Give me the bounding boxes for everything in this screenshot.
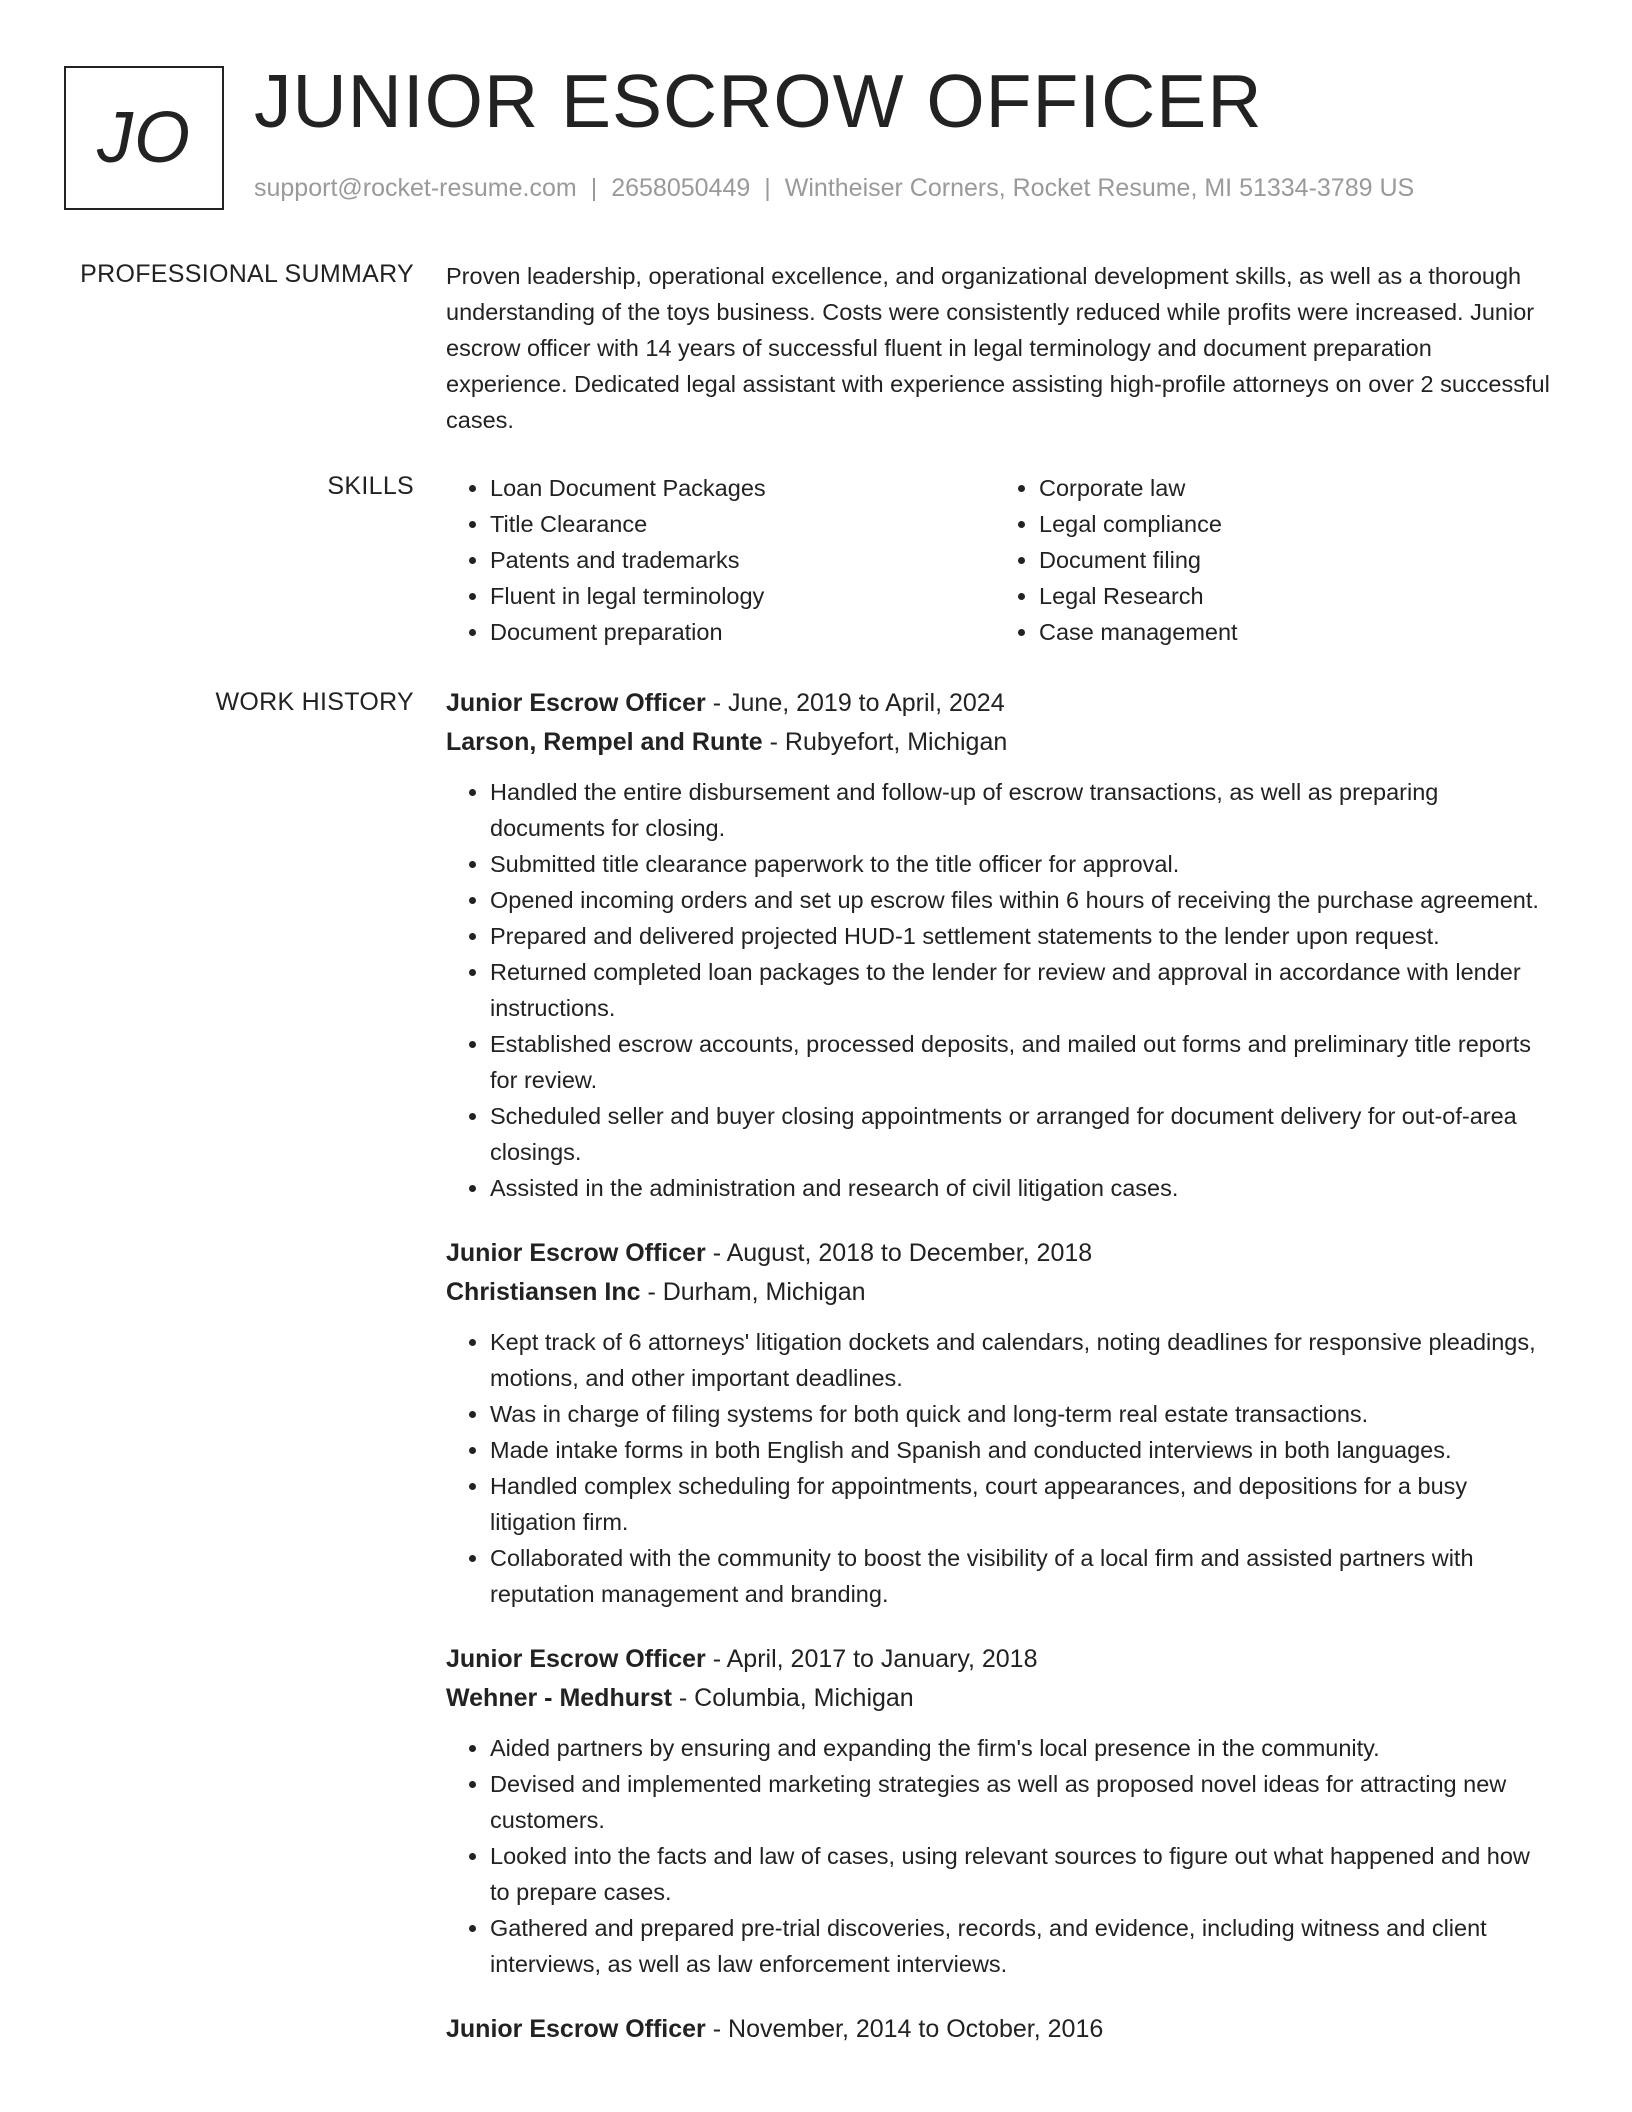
job-company-line (446, 1679, 1556, 1718)
skills-list-left (446, 470, 995, 650)
job-entry (446, 2010, 1556, 2049)
job-company: Christiansen Inc (446, 1278, 641, 1306)
work-history-body (446, 684, 1556, 2077)
job-company-line (446, 723, 1556, 762)
skills-body (446, 470, 1556, 650)
job-title-line (446, 684, 1556, 723)
skills-list-right (995, 470, 1544, 650)
summary-text: Proven leadership, operational excellence, and organizational development skills, as well as a thorough understanding of the toys business. Costs were consistently reduced while profits were increased. Junior escrow officer with 14 years of successful fluent in legal terminology and document preparation experience. Dedicated legal assistant with experience assisting high-profile attorneys on over 2 successful cases. (446, 263, 1550, 433)
skills-columns (446, 470, 1556, 650)
job-entry (446, 1640, 1556, 1982)
job-dates: - June, 2019 to April, 2024 (705, 689, 1005, 717)
job-location: - Rubyefort, Michigan (762, 728, 1008, 756)
job-bullet: • Aided partners by ensuring and expanding the firm's local presence in the community. (490, 1730, 1556, 1766)
job-company-line (446, 1273, 1556, 1312)
skill-item: • Legal compliance (1039, 506, 1544, 542)
job-bullet: • Opened incoming orders and set up escrow files within 6 hours of receiving the purchase agreement. (490, 882, 1556, 918)
job-bullet: • Established escrow accounts, processed deposits, and mailed out forms and preliminary title reports for review. (490, 1026, 1556, 1098)
job-bullet: • Was in charge of filing systems for both quick and long-term real estate transactions. (490, 1396, 1556, 1432)
skill-item: • Corporate law (1039, 470, 1544, 506)
job-bullet: • Handled complex scheduling for appointments, court appearances, and depositions for a busy litigation firm. (490, 1468, 1556, 1540)
contact-separator: | (590, 174, 598, 202)
job-bullet: • Made intake forms in both English and Spanish and conducted interviews in both languages. (490, 1432, 1556, 1468)
job-bullet: • Collaborated with the community to boost the visibility of a local firm and assisted partners with reputation management and branding. (490, 1540, 1556, 1612)
job-dates: - August, 2018 to December, 2018 (705, 1239, 1093, 1267)
contact-line (254, 174, 1414, 203)
job-bullet-list (446, 1324, 1556, 1612)
job-title: Junior Escrow Officer (446, 1239, 706, 1267)
job-bullet: • Devised and implemented marketing strategies as well as proposed novel ideas for attracting new customers. (490, 1766, 1556, 1838)
job-bullet: • Returned completed loan packages to the lender for review and approval in accordance with lender instructions. (490, 954, 1556, 1026)
job-bullet-list (446, 774, 1556, 1206)
skill-item: • Case management (1039, 614, 1544, 650)
contact-phone: 2658050449 (611, 174, 751, 202)
job-location: - Durham, Michigan (640, 1278, 866, 1306)
job-title-line (446, 1640, 1556, 1679)
job-dates: - April, 2017 to January, 2018 (705, 1645, 1038, 1673)
skill-item: • Patents and trademarks (490, 542, 995, 578)
skill-item: • Loan Document Packages (490, 470, 995, 506)
job-dates: - November, 2014 to October, 2016 (705, 2015, 1104, 2043)
work-history-label: WORK HISTORY (215, 688, 414, 716)
skill-item: • Document filing (1039, 542, 1544, 578)
job-bullet-list (446, 1730, 1556, 1982)
job-bullet: • Kept track of 6 attorneys' litigation dockets and calendars, noting deadlines for responsive pleadings, motions, and other important deadlines. (490, 1324, 1556, 1396)
contact-separator: | (764, 174, 771, 202)
job-company: Larson, Rempel and Runte (446, 728, 763, 756)
job-bullet: • Looked into the facts and law of cases, using relevant sources to figure out what happened and how to prepare cases. (490, 1838, 1556, 1910)
job-bullet: • Assisted in the administration and research of civil litigation cases. (490, 1170, 1556, 1206)
skill-item: • Document preparation (490, 614, 995, 650)
job-title: Junior Escrow Officer (446, 2015, 706, 2043)
job-entry (446, 684, 1556, 1206)
job-title-line (446, 2010, 1556, 2049)
summary-label: PROFESSIONAL SUMMARY (80, 260, 414, 288)
resume-title: JUNIOR ESCROW OFFICER (254, 59, 1263, 143)
initials-monogram: JO (64, 66, 224, 210)
job-bullet: • Submitted title clearance paperwork to the title officer for approval. (490, 846, 1556, 882)
job-title: Junior Escrow Officer (446, 1645, 706, 1673)
job-entry (446, 1234, 1556, 1612)
contact-address: Wintheiser Corners, Rocket Resume, MI 51334-3789 US (784, 174, 1415, 202)
job-bullet: • Scheduled seller and buyer closing appointments or arranged for document delivery for out-of-area closings. (490, 1098, 1556, 1170)
contact-email: support@rocket-resume.com (254, 174, 577, 202)
job-title: Junior Escrow Officer (446, 689, 706, 717)
skills-label: SKILLS (327, 472, 414, 500)
job-company: Wehner - Medhurst (446, 1684, 672, 1712)
skill-item: • Fluent in legal terminology (490, 578, 995, 614)
job-location: - Columbia, Michigan (671, 1684, 914, 1712)
skill-item: • Title Clearance (490, 506, 995, 542)
skill-item: • Legal Research (1039, 578, 1544, 614)
job-bullet: • Gathered and prepared pre-trial discoveries, records, and evidence, including witness and client interviews, as well as law enforcement interviews. (490, 1910, 1556, 1982)
job-bullet: • Prepared and delivered projected HUD-1 settlement statements to the lender upon request. (490, 918, 1556, 954)
job-title-line (446, 1234, 1556, 1273)
job-bullet: • Handled the entire disbursement and follow-up of escrow transactions, as well as preparing documents for closing. (490, 774, 1556, 846)
summary-body (446, 258, 1556, 438)
